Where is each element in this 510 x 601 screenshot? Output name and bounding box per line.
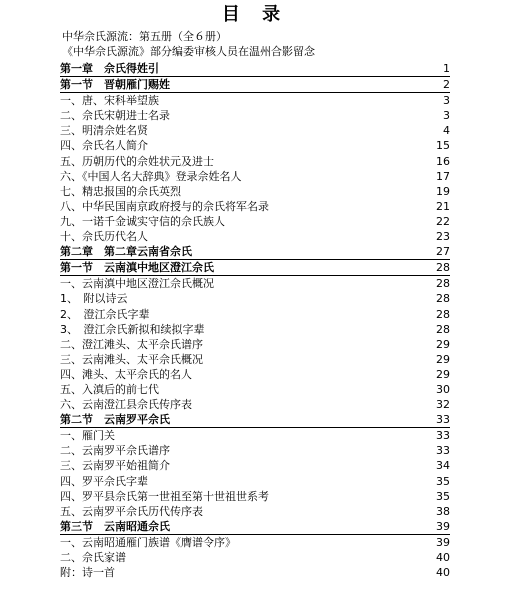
toc-entry-row bbox=[60, 199, 450, 214]
toc-entry-label: 四、滩头、太平佘氏的名人 bbox=[60, 367, 192, 381]
toc-page-number: 35 bbox=[436, 489, 450, 503]
toc-page-number: 29 bbox=[436, 337, 450, 351]
toc-entry-row bbox=[60, 93, 450, 108]
toc-page-number: 33 bbox=[436, 444, 450, 458]
toc-entry-label: 第一节 云南滇中地区澄江佘氏 bbox=[60, 261, 214, 275]
toc-page-number: 22 bbox=[436, 214, 450, 228]
toc-entry-label: 四、罗平县佘氏第一世祖至第十世祖世系考 bbox=[60, 489, 269, 503]
toc-entry-row bbox=[60, 397, 450, 412]
toc-entry-label: 二、云南罗平佘氏谱序 bbox=[60, 444, 170, 458]
toc-page-number: 30 bbox=[436, 382, 450, 396]
toc-page-number: 16 bbox=[436, 154, 450, 168]
toc-entry-label: 一、唐、宋科举望族 bbox=[60, 94, 159, 108]
toc-entry-label: 第二节 云南罗平佘氏 bbox=[60, 413, 170, 427]
toc-entry-row bbox=[60, 550, 450, 565]
toc-page-number: 40 bbox=[436, 566, 450, 580]
toc-entry-row bbox=[60, 108, 450, 123]
toc-entry-label: 二、佘氏家谱 bbox=[60, 551, 126, 564]
toc-page-number: 28 bbox=[436, 307, 450, 321]
toc-entry-label: 二、澄江滩头、太平佘氏谱序 bbox=[60, 337, 203, 351]
toc-entry-row bbox=[60, 291, 450, 306]
toc-entry-row bbox=[60, 337, 450, 352]
toc-page-number: 28 bbox=[436, 292, 450, 306]
toc-heading-row bbox=[60, 260, 450, 276]
toc-entry-row bbox=[60, 307, 450, 322]
toc-page-number: 28 bbox=[436, 261, 450, 275]
toc-entry-label: 一、雁门关 bbox=[60, 429, 115, 443]
toc-entry-label: 3、 澄江佘氏新拟和续拟字辈 bbox=[60, 322, 205, 336]
toc-page-number: 3 bbox=[443, 109, 450, 123]
toc-entry-row bbox=[60, 123, 450, 138]
toc-entry-label: 1、 附以诗云 bbox=[60, 292, 128, 306]
toc-entry-label: 三、云南滩头、太平佘氏概况 bbox=[60, 352, 203, 366]
toc-page-number: 1 bbox=[443, 62, 450, 75]
toc-page-number: 19 bbox=[436, 184, 450, 198]
toc-page-number: 27 bbox=[436, 245, 450, 259]
toc-entry-label: 二、佘氏宋朝进士名录 bbox=[60, 109, 170, 123]
toc-heading-row bbox=[60, 412, 450, 428]
toc-entry-row bbox=[60, 352, 450, 367]
toc-entry-row bbox=[60, 565, 450, 580]
toc-entry-label: 附：诗一首 bbox=[60, 566, 115, 580]
toc-page-number: 21 bbox=[436, 199, 450, 213]
toc-entry-row bbox=[60, 535, 450, 550]
toc-entry-row bbox=[60, 474, 450, 489]
toc-entry-label: 三、明清佘姓名贤 bbox=[60, 124, 148, 138]
toc-heading-row bbox=[60, 244, 450, 260]
toc-entry-label: 六、云南澄江县佘氏传序表 bbox=[60, 398, 192, 412]
toc-entry-label: 一、云南滇中地区澄江佘氏概况 bbox=[60, 277, 214, 291]
toc-page-number: 33 bbox=[436, 429, 450, 443]
toc-entry-label: 四、佘氏名人简介 bbox=[60, 139, 148, 153]
toc-entry-label: 三、云南罗平始祖简介 bbox=[60, 459, 170, 473]
toc-entry-row bbox=[60, 367, 450, 382]
toc-heading-row bbox=[60, 61, 450, 77]
toc-entry-row bbox=[60, 276, 450, 291]
toc-entry-label: 第一章 佘氏得姓引 bbox=[60, 62, 159, 75]
toc-entry-label: 第一节 晋朝雁门赐姓 bbox=[60, 78, 170, 92]
toc-entry-label: 七、精忠报国的佘氏英烈 bbox=[60, 184, 181, 198]
subtitle-line-2: 《中华佘氏源流》部分编委审核人员在温州合影留念 bbox=[62, 45, 315, 58]
toc-page-number: 32 bbox=[436, 398, 450, 412]
toc-entry-label: 五、云南罗平佘氏历代传序表 bbox=[60, 504, 203, 518]
toc-page-number: 4 bbox=[443, 124, 450, 138]
table-of-contents bbox=[60, 61, 450, 580]
toc-page-number: 28 bbox=[436, 277, 450, 291]
toc-entry-label: 五、历朝历代的佘姓状元及进士 bbox=[60, 154, 214, 168]
toc-entry-label: 八、中华民国南京政府授与的佘氏将军名录 bbox=[60, 199, 269, 213]
toc-entry-row bbox=[60, 382, 450, 397]
toc-page-number: 34 bbox=[436, 459, 450, 473]
toc-page-number: 35 bbox=[436, 474, 450, 488]
toc-entry-row bbox=[60, 322, 450, 337]
toc-page-number: 33 bbox=[436, 413, 450, 427]
toc-entry-row bbox=[60, 169, 450, 184]
toc-page-number: 40 bbox=[436, 551, 450, 564]
toc-heading-row bbox=[60, 519, 450, 535]
toc-entry-label: 五、入滇后的前七代 bbox=[60, 382, 159, 396]
page-title: 目 录 bbox=[221, 4, 289, 25]
toc-entry-row bbox=[60, 214, 450, 229]
toc-entry-row bbox=[60, 229, 450, 244]
toc-entry-label: 第三节 云南昭通佘氏 bbox=[60, 519, 170, 533]
toc-entry-label: 十、佘氏历代名人 bbox=[60, 230, 148, 244]
toc-page-number: 28 bbox=[436, 322, 450, 336]
toc-page-number: 29 bbox=[436, 352, 450, 366]
toc-entry-row bbox=[60, 428, 450, 443]
toc-page-number: 2 bbox=[443, 78, 450, 92]
toc-page-number: 38 bbox=[436, 504, 450, 518]
toc-page-number: 3 bbox=[443, 94, 450, 108]
toc-page-number: 39 bbox=[436, 535, 450, 549]
toc-entry-row bbox=[60, 489, 450, 504]
toc-entry-row bbox=[60, 184, 450, 199]
toc-entry-label: 九、一诺千金诚实守信的佘氏族人 bbox=[60, 214, 225, 228]
toc-entry-label: 一、云南昭通雁门族谱《膺谱令序》 bbox=[60, 535, 236, 549]
toc-entry-label: 六、《中国人名大辞典》登录佘姓名人 bbox=[60, 169, 242, 183]
toc-page-number: 15 bbox=[436, 139, 450, 153]
toc-entry-row bbox=[60, 138, 450, 153]
toc-entry-row bbox=[60, 504, 450, 519]
toc-entry-label: 2、 澄江佘氏字辈 bbox=[60, 307, 150, 321]
toc-heading-row bbox=[60, 77, 450, 93]
toc-entry-row bbox=[60, 458, 450, 473]
toc-page-number: 39 bbox=[436, 519, 450, 533]
toc-entry-label: 四、罗平佘氏字辈 bbox=[60, 474, 148, 488]
subtitle-line-1: 中华佘氏源流：第五册（全６册） bbox=[62, 30, 227, 43]
toc-entry-label: 第二章 第二章云南省佘氏 bbox=[60, 245, 192, 259]
toc-page-number: 23 bbox=[436, 230, 450, 244]
toc-page-number: 17 bbox=[436, 169, 450, 183]
toc-entry-row bbox=[60, 443, 450, 458]
toc-entry-row bbox=[60, 154, 450, 169]
toc-page-number: 29 bbox=[436, 367, 450, 381]
